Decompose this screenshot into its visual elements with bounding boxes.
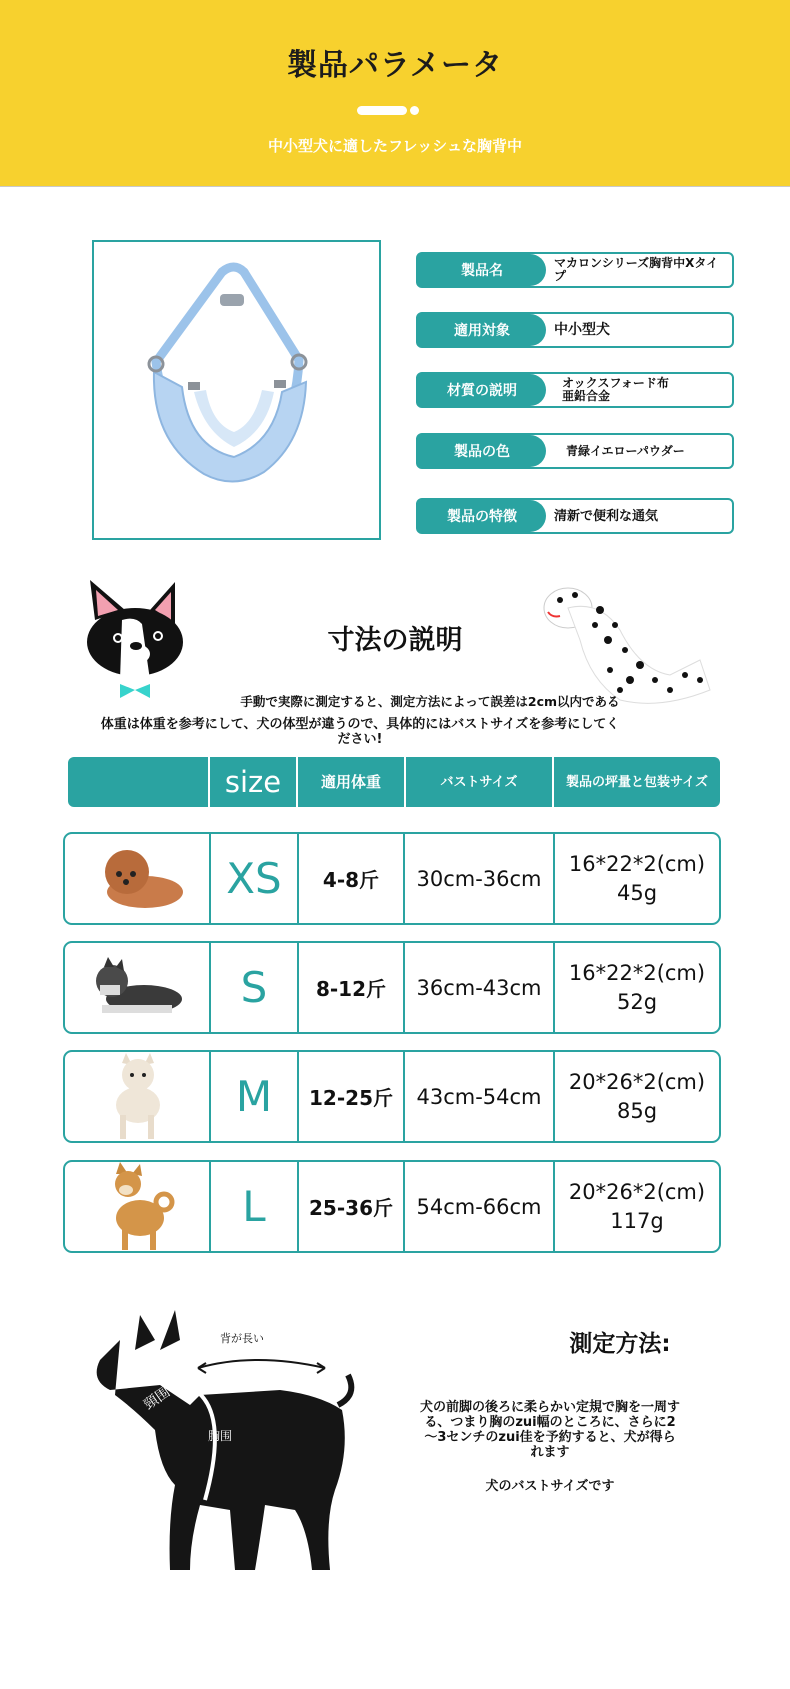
weight-value: 25-36斤 — [309, 1196, 393, 1220]
page-title: 製品パラメータ — [286, 48, 504, 83]
bust-value: 43cm-54cm — [416, 1084, 542, 1109]
decor-dot — [410, 106, 419, 115]
param-label: 製品名 — [418, 254, 546, 286]
param-value: 清新で便利な通気 — [554, 508, 659, 524]
chest-label: 胸围 — [208, 1429, 233, 1443]
dog-silhouette-diagram — [80, 1300, 370, 1590]
param-label: 材質の説明 — [418, 374, 546, 406]
dog-photo-shiba — [65, 1162, 209, 1251]
size-label: L — [242, 1182, 266, 1231]
param-row-name — [416, 252, 734, 288]
package-size: 20*26*2(cm) — [568, 1179, 706, 1204]
param-label: 製品の色 — [418, 435, 546, 467]
param-row-target — [416, 312, 734, 348]
bust-value: 54cm-66cm — [416, 1194, 542, 1219]
package-weight: 52g — [616, 989, 658, 1014]
dog-photo-french-bulldog — [65, 1052, 209, 1141]
weight-value: 8-12斤 — [315, 977, 387, 1001]
header-cell-weight: 適用体重 — [320, 772, 381, 791]
dog-photo-poodle — [65, 834, 209, 923]
package-size: 20*26*2(cm) — [568, 1069, 706, 1094]
size-table-header — [68, 757, 720, 807]
weight-value: 4-8斤 — [322, 868, 380, 892]
bust-value: 36cm-43cm — [416, 975, 542, 1000]
size-row-m — [63, 1050, 721, 1143]
header-cell-size: size — [224, 764, 282, 799]
package-weight: 85g — [616, 1098, 658, 1123]
package-size: 16*22*2(cm) — [568, 851, 706, 876]
dimensions-note-2: 体重は体重を参考にして、犬の体型が違うので、具体的にはバストサイズを参考にしてください! — [100, 717, 620, 747]
param-label: 適用対象 — [418, 314, 546, 346]
measurement-note: 犬のバストサイズです — [485, 1479, 615, 1494]
measurement-title: 測定方法: — [569, 1331, 671, 1357]
param-row-material — [416, 372, 734, 408]
back-length-label: 背が長い — [220, 1332, 264, 1345]
size-row-l — [63, 1160, 721, 1253]
param-row-features — [416, 498, 734, 534]
neck-label: 頸围 — [141, 1384, 174, 1414]
dimensions-title: 寸法の説明 — [327, 625, 463, 656]
dog-photo-schnauzer — [65, 943, 209, 1032]
size-row-s — [63, 941, 721, 1034]
size-label: XS — [226, 854, 282, 903]
param-label: 製品の特徴 — [418, 500, 546, 532]
header-banner — [0, 0, 790, 187]
package-weight: 45g — [616, 880, 658, 905]
page-subtitle: 中小型犬に適したフレッシュな胸背中 — [268, 137, 522, 155]
param-value: マカロンシリーズ胸背中Xタイプ — [554, 256, 719, 283]
header-cell-image — [68, 757, 208, 807]
header-cell-package: 製品の坪量と包装サイズ — [566, 774, 708, 790]
harness-image — [94, 242, 379, 538]
dimensions-note-1: 手動で実際に測定すると、測定方法によって誤差は2cm以内である — [240, 694, 620, 709]
size-label: M — [235, 1072, 273, 1121]
weight-value: 12-25斤 — [309, 1086, 393, 1110]
param-value: 青緑イエローパウダー — [566, 443, 685, 458]
size-row-xs — [63, 832, 721, 925]
package-size: 16*22*2(cm) — [568, 960, 706, 985]
measurement-instructions: 犬の前脚の後ろに柔らかい定規で胸を一周する、つまり胸のzui幅のところに、さらに2～3センチのzui佳を予約すると、犬が得られます — [420, 1400, 681, 1460]
header-cell-bust: バストサイズ — [440, 774, 518, 790]
decor-bar — [357, 106, 407, 115]
param-value: オックスフォード布 亜鉛合金 — [562, 376, 669, 403]
param-row-color — [416, 433, 734, 469]
size-label: S — [240, 963, 268, 1012]
package-weight: 117g — [610, 1208, 664, 1233]
product-image-frame — [92, 240, 381, 540]
bust-value: 30cm-36cm — [416, 866, 542, 891]
param-value: 中小型犬 — [554, 321, 610, 338]
